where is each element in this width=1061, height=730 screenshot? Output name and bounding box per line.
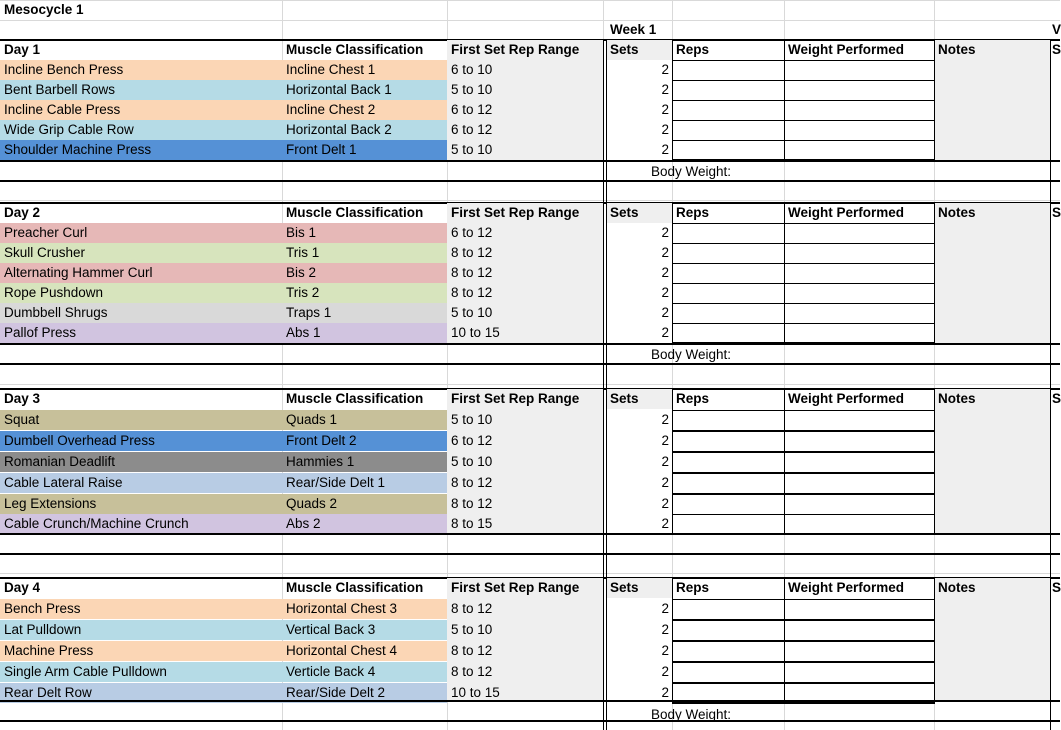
- sets-value[interactable]: 2: [661, 643, 669, 658]
- next-week-sets-header: S: [1052, 42, 1061, 57]
- muscle-header[interactable]: Muscle Classification: [286, 580, 424, 595]
- rep-range[interactable]: 6 to 12: [451, 102, 493, 117]
- muscle-classification[interactable]: Incline Chest 2: [282, 100, 447, 120]
- sets-value[interactable]: 2: [661, 622, 669, 637]
- exercise-name[interactable]: Dumbbell Shrugs: [0, 303, 282, 323]
- exercise-name[interactable]: Bench Press: [0, 599, 282, 619]
- block-separator: [0, 363, 1060, 365]
- muscle-classification[interactable]: Horizontal Chest 4: [282, 641, 447, 661]
- sets-header[interactable]: Sets: [610, 391, 639, 406]
- muscle-header[interactable]: Muscle Classification: [286, 42, 424, 57]
- rep-range[interactable]: 5 to 10: [451, 454, 493, 469]
- muscle-classification[interactable]: Horizontal Back 2: [282, 120, 447, 140]
- gridline: [0, 20, 1060, 21]
- muscle-classification[interactable]: Traps 1: [282, 303, 447, 323]
- block-separator: [0, 720, 1060, 722]
- rep-range[interactable]: 5 to 10: [451, 82, 493, 97]
- sets-value[interactable]: 2: [661, 325, 669, 340]
- rep-range[interactable]: 8 to 12: [451, 601, 493, 616]
- block-separator: [0, 553, 1060, 555]
- exercise-name[interactable]: Single Arm Cable Pulldown: [0, 662, 282, 682]
- rep-range[interactable]: 6 to 12: [451, 433, 493, 448]
- sets-value[interactable]: 2: [661, 102, 669, 117]
- reps-header[interactable]: Reps: [676, 42, 710, 57]
- gridline: [0, 384, 1060, 385]
- divider: [1050, 40, 1051, 730]
- exercise-name[interactable]: Incline Bench Press: [0, 60, 282, 80]
- block-separator: [0, 180, 1060, 182]
- rep-range[interactable]: 5 to 10: [451, 305, 493, 320]
- weight-input[interactable]: [784, 641, 935, 662]
- reps-input[interactable]: [672, 473, 785, 494]
- reps-input[interactable]: [672, 431, 785, 452]
- exercise-name[interactable]: Incline Cable Press: [0, 100, 282, 120]
- exercise-name[interactable]: Rear Delt Row: [0, 683, 282, 703]
- gridline: [0, 573, 1060, 574]
- muscle-classification[interactable]: Quads 1: [282, 410, 447, 430]
- sets-value[interactable]: 2: [661, 454, 669, 469]
- weight-input[interactable]: [784, 494, 935, 515]
- rep-range[interactable]: 5 to 10: [451, 622, 493, 637]
- reps-input[interactable]: [672, 452, 785, 473]
- divider: [603, 40, 604, 730]
- reps-input[interactable]: [672, 243, 785, 264]
- muscle-classification[interactable]: Front Delt 1: [282, 140, 447, 160]
- muscle-classification[interactable]: Tris 2: [282, 283, 447, 303]
- weight-input[interactable]: [784, 599, 935, 620]
- muscle-classification[interactable]: Quads 2: [282, 494, 447, 514]
- rep-range-header[interactable]: First Set Rep Range: [451, 391, 580, 406]
- weight-input[interactable]: [784, 303, 935, 324]
- sets-value[interactable]: 2: [661, 62, 669, 77]
- muscle-header[interactable]: Muscle Classification: [286, 391, 424, 406]
- block-separator: [0, 533, 1060, 535]
- muscle-classification[interactable]: Bis 1: [282, 223, 447, 243]
- weight-header[interactable]: Weight Performed: [788, 205, 905, 220]
- weight-header[interactable]: Weight Performed: [788, 580, 905, 595]
- weight-header[interactable]: Weight Performed: [788, 391, 905, 406]
- rep-range[interactable]: 8 to 12: [451, 496, 493, 511]
- muscle-header[interactable]: Muscle Classification: [286, 205, 424, 220]
- reps-input[interactable]: [672, 140, 785, 161]
- notes-column-bg: [934, 389, 1050, 533]
- exercise-name[interactable]: Romanian Deadlift: [0, 452, 282, 472]
- muscle-classification[interactable]: Abs 1: [282, 323, 447, 343]
- week-label[interactable]: Week 1: [610, 22, 657, 37]
- day-label[interactable]: Day 4: [4, 580, 41, 595]
- body-weight-label: Body Weight:: [651, 707, 732, 722]
- rep-range[interactable]: 8 to 15: [451, 516, 493, 531]
- exercise-name[interactable]: Shoulder Machine Press: [0, 140, 282, 160]
- reps-header[interactable]: Reps: [676, 391, 710, 406]
- rep-range[interactable]: 8 to 12: [451, 265, 493, 280]
- weight-input[interactable]: [784, 431, 935, 452]
- gridline: [0, 200, 1060, 201]
- weight-input[interactable]: [784, 452, 935, 473]
- rep-range-header[interactable]: First Set Rep Range: [451, 205, 580, 220]
- reps-input[interactable]: [672, 223, 785, 244]
- body-weight-label: Body Weight:: [651, 164, 732, 179]
- notes-header[interactable]: Notes: [938, 391, 976, 406]
- reps-input[interactable]: [672, 323, 785, 344]
- muscle-classification[interactable]: Rear/Side Delt 2: [282, 683, 447, 703]
- sets-value[interactable]: 2: [661, 412, 669, 427]
- rep-range[interactable]: 5 to 10: [451, 412, 493, 427]
- weight-input[interactable]: [784, 140, 935, 161]
- rep-range[interactable]: 8 to 12: [451, 475, 493, 490]
- exercise-name[interactable]: Leg Extensions: [0, 494, 282, 514]
- reps-input[interactable]: [672, 662, 785, 683]
- rep-range-header[interactable]: First Set Rep Range: [451, 580, 580, 595]
- reps-input[interactable]: [672, 100, 785, 121]
- block-separator: [0, 160, 1060, 162]
- notes-header[interactable]: Notes: [938, 205, 976, 220]
- sets-value[interactable]: 2: [661, 265, 669, 280]
- rep-range[interactable]: 8 to 12: [451, 285, 493, 300]
- body-weight-label: Body Weight:: [651, 347, 732, 362]
- rep-range[interactable]: 8 to 12: [451, 643, 493, 658]
- reps-input[interactable]: [672, 60, 785, 81]
- reps-input[interactable]: [672, 494, 785, 515]
- exercise-name[interactable]: Cable Lateral Raise: [0, 473, 282, 493]
- muscle-classification[interactable]: Incline Chest 1: [282, 60, 447, 80]
- weight-input[interactable]: [784, 243, 935, 264]
- rep-range-header[interactable]: First Set Rep Range: [451, 42, 580, 57]
- muscle-classification[interactable]: Abs 2: [282, 514, 447, 534]
- exercise-name[interactable]: Rope Pushdown: [0, 283, 282, 303]
- day-label[interactable]: Day 3: [4, 391, 41, 406]
- weight-input[interactable]: [784, 410, 935, 431]
- weight-input[interactable]: [784, 620, 935, 641]
- next-week-sets-header: S: [1052, 391, 1061, 406]
- exercise-name[interactable]: Lat Pulldown: [0, 620, 282, 640]
- exercise-name[interactable]: Squat: [0, 410, 282, 430]
- sets-header[interactable]: Sets: [610, 42, 639, 57]
- reps-input[interactable]: [672, 410, 785, 431]
- next-week-label: V: [1052, 22, 1061, 37]
- weight-input[interactable]: [784, 80, 935, 101]
- notes-header[interactable]: Notes: [938, 42, 976, 57]
- sheet-title[interactable]: Mesocycle 1: [4, 2, 84, 17]
- sets-value[interactable]: 2: [661, 285, 669, 300]
- rep-range[interactable]: 6 to 10: [451, 62, 493, 77]
- notes-header[interactable]: Notes: [938, 580, 976, 595]
- weight-input[interactable]: [784, 662, 935, 683]
- exercise-name[interactable]: Cable Crunch/Machine Crunch: [0, 514, 282, 534]
- reps-input[interactable]: [672, 599, 785, 620]
- weight-input[interactable]: [784, 100, 935, 121]
- notes-column-bg: [934, 203, 1050, 343]
- reps-input[interactable]: [672, 263, 785, 284]
- muscle-classification[interactable]: Verticle Back 4: [282, 662, 447, 682]
- exercise-name[interactable]: Dumbell Overhead Press: [0, 431, 282, 451]
- weight-input[interactable]: [784, 263, 935, 284]
- reps-input[interactable]: [672, 514, 785, 535]
- day-label[interactable]: Day 1: [4, 42, 41, 57]
- reps-input[interactable]: [672, 80, 785, 101]
- exercise-name[interactable]: Machine Press: [0, 641, 282, 661]
- sets-value[interactable]: 2: [661, 664, 669, 679]
- exercise-name[interactable]: Pallof Press: [0, 323, 282, 343]
- reps-input[interactable]: [672, 120, 785, 141]
- sets-value[interactable]: 2: [661, 601, 669, 616]
- next-week-sets-header: S: [1052, 205, 1061, 220]
- reps-input[interactable]: [672, 283, 785, 304]
- weight-header[interactable]: Weight Performed: [788, 42, 905, 57]
- reps-input[interactable]: [672, 641, 785, 662]
- exercise-name[interactable]: Alternating Hammer Curl: [0, 263, 282, 283]
- sets-value[interactable]: 2: [661, 225, 669, 240]
- rep-range[interactable]: 10 to 15: [451, 685, 500, 700]
- sets-value[interactable]: 2: [661, 685, 669, 700]
- rep-range[interactable]: 10 to 15: [451, 325, 500, 340]
- sets-value[interactable]: 2: [661, 433, 669, 448]
- block-separator: [0, 343, 1060, 345]
- next-week-sets-header: S: [1052, 580, 1061, 595]
- block-separator: [0, 700, 1060, 702]
- rep-range[interactable]: 6 to 12: [451, 122, 493, 137]
- sets-value[interactable]: 2: [661, 142, 669, 157]
- sets-header[interactable]: Sets: [610, 205, 639, 220]
- muscle-classification[interactable]: Horizontal Back 1: [282, 80, 447, 100]
- muscle-classification[interactable]: Tris 1: [282, 243, 447, 263]
- muscle-classification[interactable]: Bis 2: [282, 263, 447, 283]
- sets-value[interactable]: 2: [661, 82, 669, 97]
- rep-range[interactable]: 8 to 12: [451, 664, 493, 679]
- muscle-classification[interactable]: Rear/Side Delt 1: [282, 473, 447, 493]
- sets-header[interactable]: Sets: [610, 580, 639, 595]
- muscle-classification[interactable]: Front Delt 2: [282, 431, 447, 451]
- sets-value[interactable]: 2: [661, 305, 669, 320]
- weight-input[interactable]: [784, 283, 935, 304]
- muscle-classification[interactable]: Vertical Back 3: [282, 620, 447, 640]
- rep-range[interactable]: 5 to 10: [451, 142, 493, 157]
- rep-range[interactable]: 8 to 12: [451, 245, 493, 260]
- rep-range[interactable]: 6 to 12: [451, 225, 493, 240]
- weight-input[interactable]: [784, 473, 935, 494]
- exercise-name[interactable]: Bent Barbell Rows: [0, 80, 282, 100]
- reps-input[interactable]: [672, 303, 785, 324]
- day-label[interactable]: Day 2: [4, 205, 41, 220]
- weight-input[interactable]: [784, 514, 935, 535]
- reps-header[interactable]: Reps: [676, 580, 710, 595]
- reps-input[interactable]: [672, 620, 785, 641]
- sets-value[interactable]: 2: [661, 245, 669, 260]
- sets-value[interactable]: 2: [661, 122, 669, 137]
- sets-value[interactable]: 2: [661, 475, 669, 490]
- muscle-classification[interactable]: Hammies 1: [282, 452, 447, 472]
- sets-value[interactable]: 2: [661, 516, 669, 531]
- muscle-classification[interactable]: Horizontal Chest 3: [282, 599, 447, 619]
- weight-input[interactable]: [784, 60, 935, 81]
- exercise-name[interactable]: Wide Grip Cable Row: [0, 120, 282, 140]
- exercise-name[interactable]: Skull Crusher: [0, 243, 282, 263]
- reps-header[interactable]: Reps: [676, 205, 710, 220]
- weight-input[interactable]: [784, 223, 935, 244]
- exercise-name[interactable]: Preacher Curl: [0, 223, 282, 243]
- weight-input[interactable]: [784, 323, 935, 344]
- weight-input[interactable]: [784, 120, 935, 141]
- sets-value[interactable]: 2: [661, 496, 669, 511]
